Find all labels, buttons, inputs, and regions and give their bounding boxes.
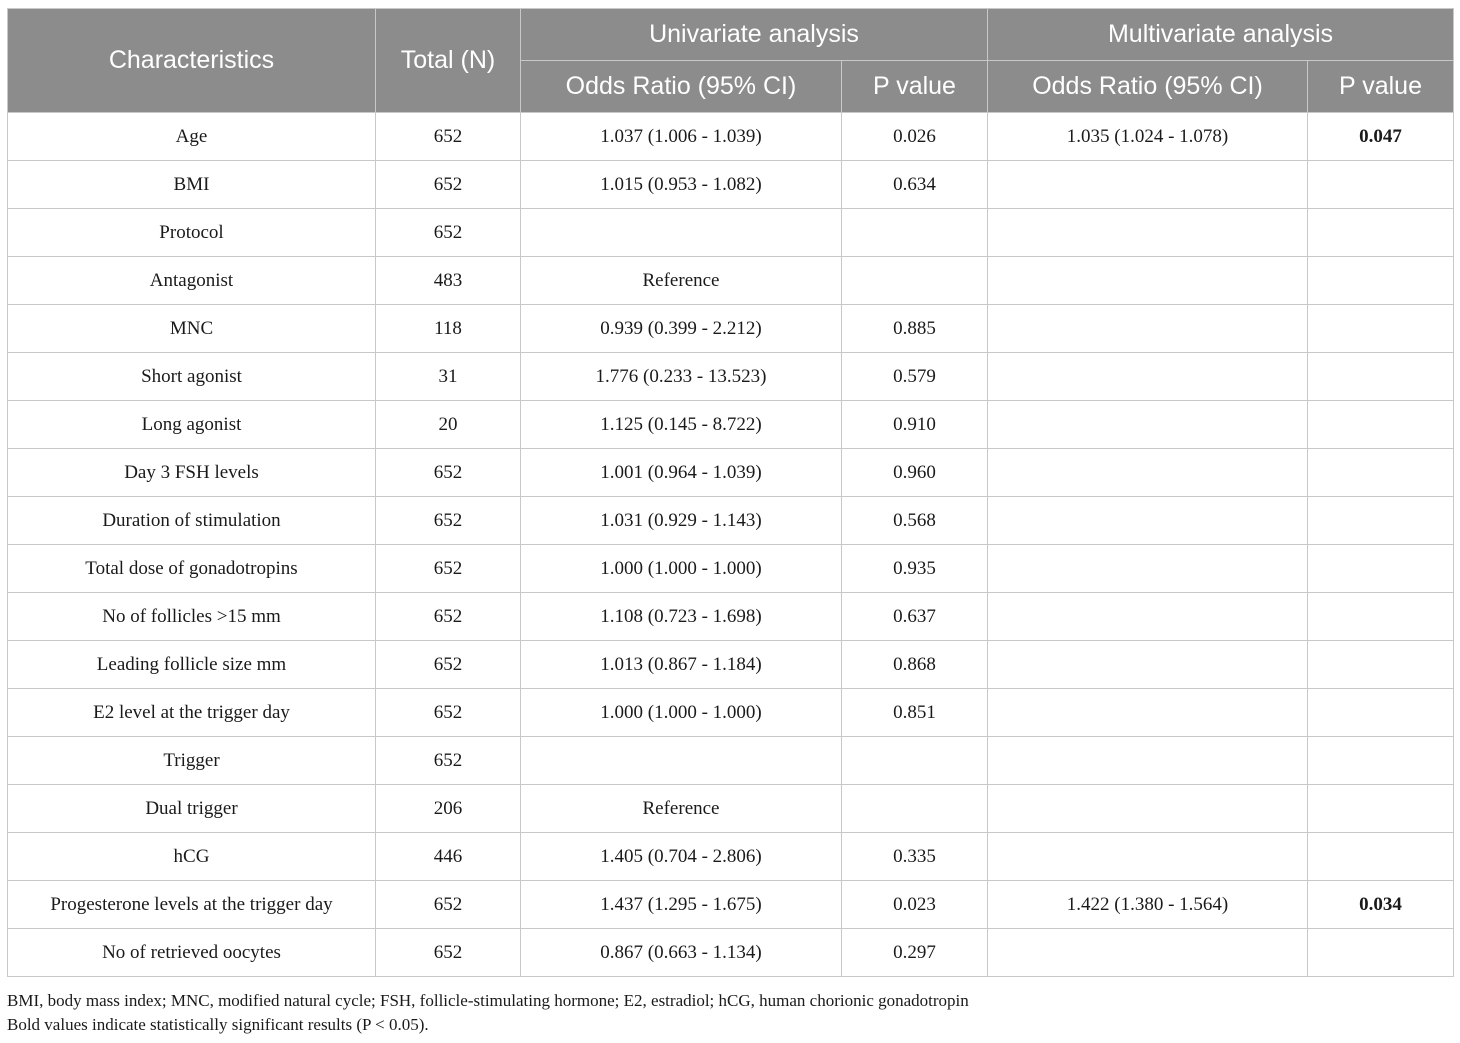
cell-uni-or: 1.125 (0.145 - 8.722): [521, 401, 842, 449]
header-uni-odds-ratio: Odds Ratio (95% CI): [521, 61, 842, 113]
table-footnotes: [7, 989, 969, 1037]
cell-uni-or: 1.108 (0.723 - 1.698): [521, 593, 842, 641]
cell-uni-or: 1.405 (0.704 - 2.806): [521, 833, 842, 881]
cell-uni-p: 0.868: [842, 641, 988, 689]
table-row: [8, 161, 1454, 209]
header-total: Total (N): [376, 9, 521, 113]
cell-multi-p: [1308, 593, 1454, 641]
cell-name: E2 level at the trigger day: [8, 689, 376, 737]
cell-name: Total dose of gonadotropins: [8, 545, 376, 593]
footnote-abbreviations: BMI, body mass index; MNC, modified natural cycle; FSH, follicle-stimulating hormone; E2, estradiol; hCG, human chorionic gonadotropin: [7, 991, 969, 1010]
cell-total: 652: [376, 545, 521, 593]
table-row: [8, 353, 1454, 401]
cell-uni-p: 0.637: [842, 593, 988, 641]
cell-multi-or: [988, 833, 1308, 881]
header-multi-p-value: P value: [1308, 61, 1454, 113]
cell-multi-or: [988, 593, 1308, 641]
table-row: [8, 785, 1454, 833]
cell-total: 652: [376, 161, 521, 209]
cell-multi-or: 1.422 (1.380 - 1.564): [988, 881, 1308, 929]
cell-uni-or: Reference: [521, 257, 842, 305]
cell-uni-or: 1.001 (0.964 - 1.039): [521, 449, 842, 497]
table-row: [8, 209, 1454, 257]
cell-total: 483: [376, 257, 521, 305]
cell-multi-or: [988, 209, 1308, 257]
table-body: [8, 113, 1454, 977]
table-row: [8, 593, 1454, 641]
footnote-bold-note: Bold values indicate statistically significant results (P < 0.05).: [7, 1015, 429, 1034]
cell-multi-p: [1308, 833, 1454, 881]
cell-multi-or: [988, 689, 1308, 737]
cell-total: 31: [376, 353, 521, 401]
cell-total: 652: [376, 737, 521, 785]
cell-name: Antagonist: [8, 257, 376, 305]
cell-uni-p: 0.960: [842, 449, 988, 497]
cell-multi-p: [1308, 785, 1454, 833]
cell-name: Short agonist: [8, 353, 376, 401]
cell-uni-or: 0.939 (0.399 - 2.212): [521, 305, 842, 353]
cell-multi-p: [1308, 737, 1454, 785]
cell-name: Progesterone levels at the trigger day: [8, 881, 376, 929]
cell-uni-p: [842, 257, 988, 305]
header-multi-odds-ratio: Odds Ratio (95% CI): [988, 61, 1308, 113]
cell-total: 652: [376, 881, 521, 929]
cell-uni-p: 0.568: [842, 497, 988, 545]
table-row: [8, 113, 1454, 161]
table-row: [8, 305, 1454, 353]
cell-uni-p: 0.023: [842, 881, 988, 929]
table-row: [8, 641, 1454, 689]
cell-uni-p: 0.885: [842, 305, 988, 353]
cell-uni-or: Reference: [521, 785, 842, 833]
cell-multi-p: 0.047: [1308, 113, 1454, 161]
cell-multi-or: [988, 449, 1308, 497]
cell-multi-p: [1308, 161, 1454, 209]
cell-total: 206: [376, 785, 521, 833]
cell-uni-or: 1.437 (1.295 - 1.675): [521, 881, 842, 929]
cell-total: 652: [376, 641, 521, 689]
cell-name: No of retrieved oocytes: [8, 929, 376, 977]
table-row: [8, 737, 1454, 785]
cell-name: Long agonist: [8, 401, 376, 449]
cell-total: 652: [376, 593, 521, 641]
cell-multi-or: [988, 929, 1308, 977]
cell-total: 652: [376, 113, 521, 161]
cell-total: 652: [376, 449, 521, 497]
table-row: [8, 881, 1454, 929]
cell-name: No of follicles >15 mm: [8, 593, 376, 641]
header-uni-p-value: P value: [842, 61, 988, 113]
cell-total: 652: [376, 929, 521, 977]
cell-multi-p: [1308, 929, 1454, 977]
cell-uni-p: 0.634: [842, 161, 988, 209]
cell-uni-p: 0.910: [842, 401, 988, 449]
cell-uni-or: 1.776 (0.233 - 13.523): [521, 353, 842, 401]
cell-name: Leading follicle size mm: [8, 641, 376, 689]
cell-uni-or: 1.015 (0.953 - 1.082): [521, 161, 842, 209]
cell-name: Day 3 FSH levels: [8, 449, 376, 497]
table-header: [8, 9, 1454, 113]
cell-multi-or: [988, 353, 1308, 401]
cell-name: Duration of stimulation: [8, 497, 376, 545]
cell-name: hCG: [8, 833, 376, 881]
cell-multi-or: [988, 401, 1308, 449]
table-row: [8, 401, 1454, 449]
cell-multi-p: [1308, 497, 1454, 545]
cell-multi-p: [1308, 209, 1454, 257]
header-row-top: [8, 9, 1454, 61]
cell-multi-p: [1308, 353, 1454, 401]
cell-uni-p: 0.935: [842, 545, 988, 593]
cell-multi-or: 1.035 (1.024 - 1.078): [988, 113, 1308, 161]
header-characteristics: Characteristics: [8, 9, 376, 113]
cell-uni-p: [842, 209, 988, 257]
header-multivariate: Multivariate analysis: [988, 9, 1454, 61]
cell-total: 652: [376, 689, 521, 737]
cell-name: BMI: [8, 161, 376, 209]
cell-uni-p: 0.026: [842, 113, 988, 161]
cell-uni-p: 0.297: [842, 929, 988, 977]
cell-name: Protocol: [8, 209, 376, 257]
cell-uni-or: 1.037 (1.006 - 1.039): [521, 113, 842, 161]
cell-multi-or: [988, 161, 1308, 209]
cell-uni-p: 0.579: [842, 353, 988, 401]
cell-name: Trigger: [8, 737, 376, 785]
cell-uni-or: [521, 737, 842, 785]
cell-uni-p: [842, 785, 988, 833]
table-row: [8, 545, 1454, 593]
cell-multi-or: [988, 305, 1308, 353]
cell-multi-p: [1308, 689, 1454, 737]
cell-multi-p: [1308, 305, 1454, 353]
cell-name: Age: [8, 113, 376, 161]
cell-multi-or: [988, 785, 1308, 833]
cell-multi-or: [988, 737, 1308, 785]
cell-multi-p: [1308, 449, 1454, 497]
cell-total: 446: [376, 833, 521, 881]
cell-uni-p: [842, 737, 988, 785]
header-univariate: Univariate analysis: [521, 9, 988, 61]
cell-total: 118: [376, 305, 521, 353]
cell-total: 20: [376, 401, 521, 449]
odds-ratio-table: [7, 8, 1454, 977]
cell-uni-or: 1.031 (0.929 - 1.143): [521, 497, 842, 545]
cell-multi-or: [988, 497, 1308, 545]
cell-name: Dual trigger: [8, 785, 376, 833]
cell-uni-p: 0.335: [842, 833, 988, 881]
cell-uni-or: 0.867 (0.663 - 1.134): [521, 929, 842, 977]
cell-name: MNC: [8, 305, 376, 353]
cell-uni-or: [521, 209, 842, 257]
cell-multi-p: 0.034: [1308, 881, 1454, 929]
cell-multi-or: [988, 257, 1308, 305]
cell-total: 652: [376, 497, 521, 545]
cell-multi-p: [1308, 401, 1454, 449]
table-row: [8, 497, 1454, 545]
cell-multi-or: [988, 545, 1308, 593]
table-row: [8, 833, 1454, 881]
table-row: [8, 449, 1454, 497]
cell-uni-or: 1.000 (1.000 - 1.000): [521, 545, 842, 593]
cell-total: 652: [376, 209, 521, 257]
cell-multi-p: [1308, 641, 1454, 689]
table-row: [8, 689, 1454, 737]
cell-uni-p: 0.851: [842, 689, 988, 737]
cell-uni-or: 1.000 (1.000 - 1.000): [521, 689, 842, 737]
cell-uni-or: 1.013 (0.867 - 1.184): [521, 641, 842, 689]
cell-multi-p: [1308, 257, 1454, 305]
cell-multi-or: [988, 641, 1308, 689]
table-row: [8, 929, 1454, 977]
table-row: [8, 257, 1454, 305]
cell-multi-p: [1308, 545, 1454, 593]
